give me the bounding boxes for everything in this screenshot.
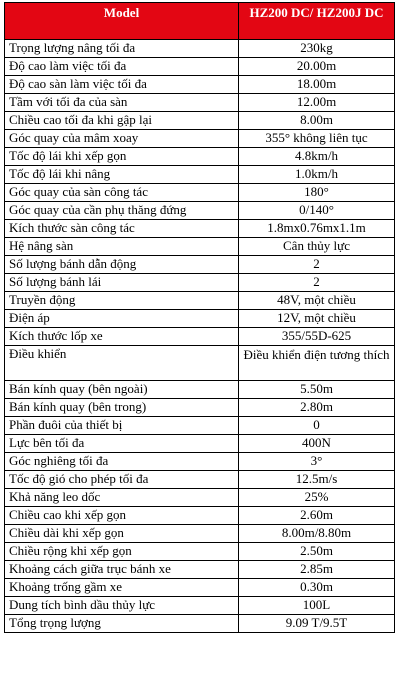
spec-value: 355° không liên tục <box>239 130 395 148</box>
spec-label: Tốc độ gió cho phép tối đa <box>5 471 239 489</box>
table-row <box>5 507 395 525</box>
spec-label: Chiều dài khi xếp gọn <box>5 525 239 543</box>
spec-label: Kích thước lốp xe <box>5 328 239 346</box>
spec-label: Tốc độ lái khi nâng <box>5 166 239 184</box>
header-model-name: HZ200 DC/ HZ200J DC <box>239 3 395 40</box>
spec-value: 2.80m <box>239 399 395 417</box>
spec-label: Bán kính quay (bên ngoài) <box>5 381 239 399</box>
header-model: Model <box>5 3 239 40</box>
spec-value: 2 <box>239 274 395 292</box>
spec-label: Số lượng bánh dẫn động <box>5 256 239 274</box>
table-row <box>5 256 395 274</box>
table-row <box>5 453 395 471</box>
spec-label: Tổng trọng lượng <box>5 615 239 633</box>
spec-value: 0 <box>239 417 395 435</box>
table-row <box>5 525 395 543</box>
spec-label: Chiều cao khi xếp gọn <box>5 507 239 525</box>
spec-value: 0/140° <box>239 202 395 220</box>
table-row <box>5 130 395 148</box>
table-row <box>5 543 395 561</box>
spec-label: Kích thước sàn công tác <box>5 220 239 238</box>
spec-label: Khả năng leo dốc <box>5 489 239 507</box>
table-row <box>5 417 395 435</box>
spec-value: Cân thủy lực <box>239 238 395 256</box>
spec-value: 9.09 T/9.5T <box>239 615 395 633</box>
spec-value: 5.50m <box>239 381 395 399</box>
spec-body <box>5 40 395 633</box>
spec-sheet <box>4 2 394 633</box>
spec-label: Góc quay của cần phụ thăng đứng <box>5 202 239 220</box>
spec-value: 355/55D-625 <box>239 328 395 346</box>
spec-label: Hệ nâng sàn <box>5 238 239 256</box>
spec-label: Độ cao làm việc tối đa <box>5 58 239 76</box>
table-row <box>5 220 395 238</box>
table-row <box>5 238 395 256</box>
spec-label: Góc quay của sàn công tác <box>5 184 239 202</box>
spec-value: 2 <box>239 256 395 274</box>
spec-value: 25% <box>239 489 395 507</box>
spec-label: Dung tích bình dầu thủy lực <box>5 597 239 615</box>
spec-value: 12.00m <box>239 94 395 112</box>
spec-label: Góc quay của mâm xoay <box>5 130 239 148</box>
header-row <box>5 3 395 40</box>
table-row <box>5 94 395 112</box>
spec-value: 8.00m/8.80m <box>239 525 395 543</box>
table-row <box>5 184 395 202</box>
spec-label: Khoảng cách giữa trục bánh xe <box>5 561 239 579</box>
table-row <box>5 40 395 58</box>
table-row <box>5 292 395 310</box>
table-row <box>5 381 395 399</box>
spec-value: 0.30m <box>239 579 395 597</box>
spec-label: Tầm với tối đa của sàn <box>5 94 239 112</box>
spec-value: 1.8mx0.76mx1.1m <box>239 220 395 238</box>
table-row <box>5 346 395 381</box>
spec-value: 2.60m <box>239 507 395 525</box>
spec-value: 20.00m <box>239 58 395 76</box>
spec-value: 48V, một chiều <box>239 292 395 310</box>
table-row <box>5 328 395 346</box>
table-row <box>5 489 395 507</box>
spec-label: Chiều rộng khi xếp gọn <box>5 543 239 561</box>
spec-label: Truyền động <box>5 292 239 310</box>
spec-label: Góc nghiêng tối đa <box>5 453 239 471</box>
spec-label: Số lượng bánh lái <box>5 274 239 292</box>
table-row <box>5 310 395 328</box>
table-row <box>5 615 395 633</box>
spec-value: 400N <box>239 435 395 453</box>
spec-value: Điều khiển điện tương thích <box>239 346 395 381</box>
spec-label: Điện áp <box>5 310 239 328</box>
spec-label: Điều khiển <box>5 346 239 381</box>
spec-label: Chiều cao tối đa khi gập lại <box>5 112 239 130</box>
spec-value: 12.5m/s <box>239 471 395 489</box>
spec-value: 2.50m <box>239 543 395 561</box>
spec-label: Trọng lượng nâng tối đa <box>5 40 239 58</box>
table-row <box>5 112 395 130</box>
table-row <box>5 274 395 292</box>
spec-value: 1.0km/h <box>239 166 395 184</box>
table-row <box>5 435 395 453</box>
table-row <box>5 561 395 579</box>
table-row <box>5 597 395 615</box>
spec-label: Độ cao sàn làm việc tối đa <box>5 76 239 94</box>
spec-value: 12V, một chiều <box>239 310 395 328</box>
spec-value: 230kg <box>239 40 395 58</box>
spec-label: Bán kính quay (bên trong) <box>5 399 239 417</box>
table-row <box>5 202 395 220</box>
table-row <box>5 76 395 94</box>
spec-value: 180° <box>239 184 395 202</box>
table-row <box>5 148 395 166</box>
spec-table <box>4 2 395 633</box>
table-row <box>5 471 395 489</box>
table-row <box>5 399 395 417</box>
table-row <box>5 579 395 597</box>
spec-value: 8.00m <box>239 112 395 130</box>
spec-value: 100L <box>239 597 395 615</box>
spec-label: Lực bên tối đa <box>5 435 239 453</box>
table-row <box>5 166 395 184</box>
spec-value: 2.85m <box>239 561 395 579</box>
spec-label: Phần đuôi của thiết bị <box>5 417 239 435</box>
table-row <box>5 58 395 76</box>
spec-value: 3° <box>239 453 395 471</box>
spec-value: 4.8km/h <box>239 148 395 166</box>
spec-label: Khoảng trống gầm xe <box>5 579 239 597</box>
spec-label: Tốc độ lái khi xếp gọn <box>5 148 239 166</box>
spec-value: 18.00m <box>239 76 395 94</box>
